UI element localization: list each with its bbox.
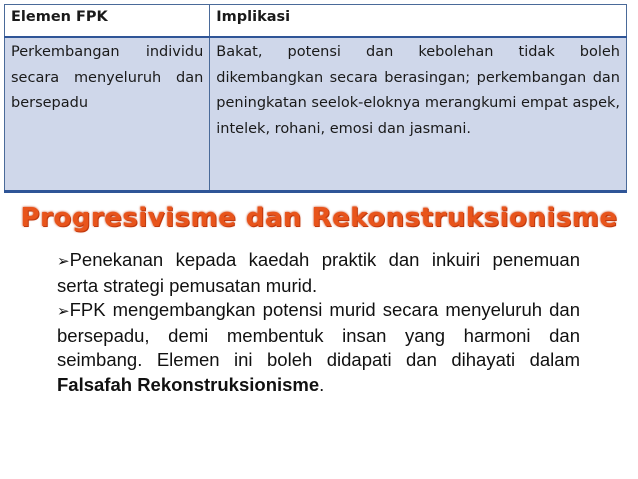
section-heading: Progresivisme dan Rekonstruksionisme [20, 203, 618, 233]
table-header-row [5, 5, 627, 38]
arrow-bullet-icon: ➢ [57, 252, 70, 270]
header-elemen-fpk: Elemen FPK [5, 5, 210, 38]
bullet-text-1: Penekanan kepada kaedah praktik dan inkuiri penemuan serta strategi pemusatan murid. [57, 249, 580, 296]
header-implikasi: Implikasi [210, 5, 627, 38]
fpk-table [4, 4, 627, 193]
bullet-item-1 [57, 248, 580, 298]
cell-element: Perkembangan individu secara menyeluruh dan bersepadu [5, 37, 210, 192]
bullet-text-2: FPK mengembangkan potensi murid secara menyeluruh dan bersepadu, demi membentuk insan yang harmoni dan seimbang. Elemen ini boleh didapati dan dihayati dalam [57, 299, 580, 370]
bullet-text-2-end: . [319, 373, 325, 395]
cell-implication: Bakat, potensi dan kebolehan tidak boleh dikembangkan secara berasingan; perkembangan dan peningkatan seelok-eloknya merangkumi empat aspek, intelek, rohani, emosi dan jasmani. [210, 37, 627, 192]
table-row [5, 37, 627, 192]
bullet-item-2 [57, 298, 580, 397]
arrow-bullet-icon: ➢ [57, 302, 70, 320]
bullet-bold-term: Falsafah Rekonstruksionisme [57, 373, 320, 395]
bullet-list [57, 248, 580, 397]
